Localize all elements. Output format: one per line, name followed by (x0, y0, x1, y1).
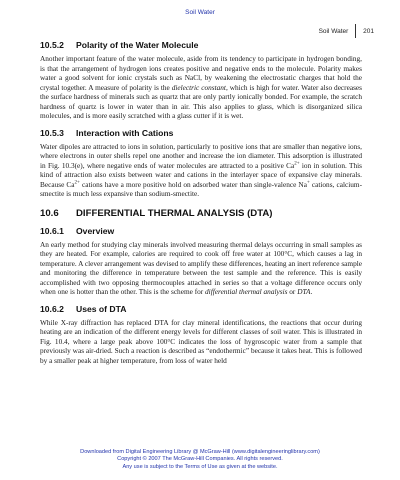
section-title: Uses of DTA (76, 303, 127, 314)
text-run: Another important feature of the water molecule, aside from its tendency to participate in hydrogen bonding, is that the arrangement of hydrogen ions creates positive and negative ends to the molecule. Polarity makes water a good solvent for ionic crystals such as NaCl, by weakening the electrostatic charges that hold the crystal together. A measure of polarity is the (40, 54, 362, 92)
text-run: cations have a more positive hold on adsorbed water than single-valence Na (79, 179, 307, 189)
footer-copyright: Copyright © 2007 The McGraw-Hill Companies. All rights reserved. (117, 456, 283, 463)
header-divider (355, 24, 356, 38)
section-number: 10.6 (40, 207, 59, 219)
page-body (40, 40, 362, 365)
section-title: Overview (76, 225, 115, 236)
emphasis-term: differential thermal analysis (205, 287, 288, 296)
emphasis-term: dielectric constant (171, 82, 226, 92)
top-chapter-link[interactable]: Soil Water (185, 9, 215, 16)
section-heading-10-5-3 (40, 128, 362, 138)
emphasis-term: DTA (297, 287, 311, 296)
superscript: 2+ (294, 161, 300, 167)
section-title: Interaction with Cations (76, 127, 174, 138)
footer-terms-link[interactable]: Any use is subject to the Terms of Use as given at the website. (122, 463, 278, 470)
paragraph-overview (40, 240, 362, 297)
paragraph-cations (40, 142, 362, 199)
text-run: or (287, 287, 298, 296)
page-number: 201 (363, 27, 374, 35)
section-number: 10.6.2 (40, 303, 64, 314)
section-title: DIFFERENTIAL THERMAL ANALYSIS (DTA) (76, 207, 273, 219)
section-number: 10.5.3 (40, 127, 64, 138)
section-heading-10-6-2 (40, 304, 362, 314)
footer-download-link[interactable]: Downloaded from Digital Engineering Library @ McGraw-Hill (www.digitalengineeringlibrary.com) (80, 449, 320, 455)
section-heading-10-6-1 (40, 226, 362, 236)
superscript: 2+ (74, 180, 80, 186)
text-run: While X-ray diffraction has replaced DTA for clay mineral identifications, the reactions that occur during heating are an indication of the different energy levels for different classes of soil water. This is illustrated in Fig. 10.4, where a large peak above 100°C indicates the loss of hygroscopic water from a sample that previously was air-dried. Such a reaction is described as “endothermic” because it takes heat. This is followed by a smaller peak at higher temperature, from loss of water held (40, 317, 362, 365)
text-run: . (310, 287, 313, 296)
text-run: ion in solution. This kind of attraction also exists between water and cations in the interlayer space of expansive clay minerals. Because Ca (40, 160, 362, 189)
text-run: Water dipoles are attracted to ions in solution, particularly to positive ions that are smaller than negative ions, where electrons in outer shells repel one another and increase the ion diameter. This adsorption is illustrated in Fig. 10.3(e), where negative ends of water molecules are attracted to a positive Ca (40, 141, 362, 170)
text-run: cations, calcium-smectite is much less expansive than sodium-smectite. (40, 179, 362, 198)
footer (0, 449, 400, 471)
paragraph-uses-of-dta (40, 318, 362, 366)
paragraph-polarity (40, 54, 362, 121)
text-run: An early method for studying clay minerals involved measuring thermal delays occurring in small samples as they are heated. For example, calories are required to cook off free water at 100°C, which causes a lag in temperature. A clever arrangement was devised to amplify these differences, heating an inert reference sample and monitoring the difference in temperature between the test sample and the reference. This is easily accomplished with two opposing thermocouples attached in series so that a voltage difference occurs only when one is hotter than the other. This is the scheme for (40, 239, 362, 296)
section-title: Polarity of the Water Molecule (76, 40, 199, 50)
section-heading-10-6 (40, 208, 362, 219)
section-heading-10-5-2 (40, 40, 362, 50)
text-run: , which is high for water. Water also decreases the surface hardness of minerals such as quartz that are only partly ionically bonded. For example, the scratch hardness of quartz is lower in water than in air. This also applies to glass, which is disorganized silica molecules, and is more easily scratched with a glass cutter if it is wet. (40, 82, 362, 120)
running-title: Soil Water (318, 27, 349, 35)
running-header (319, 24, 374, 38)
section-number: 10.6.1 (40, 225, 64, 236)
superscript: + (306, 180, 310, 186)
section-number: 10.5.2 (40, 40, 64, 50)
